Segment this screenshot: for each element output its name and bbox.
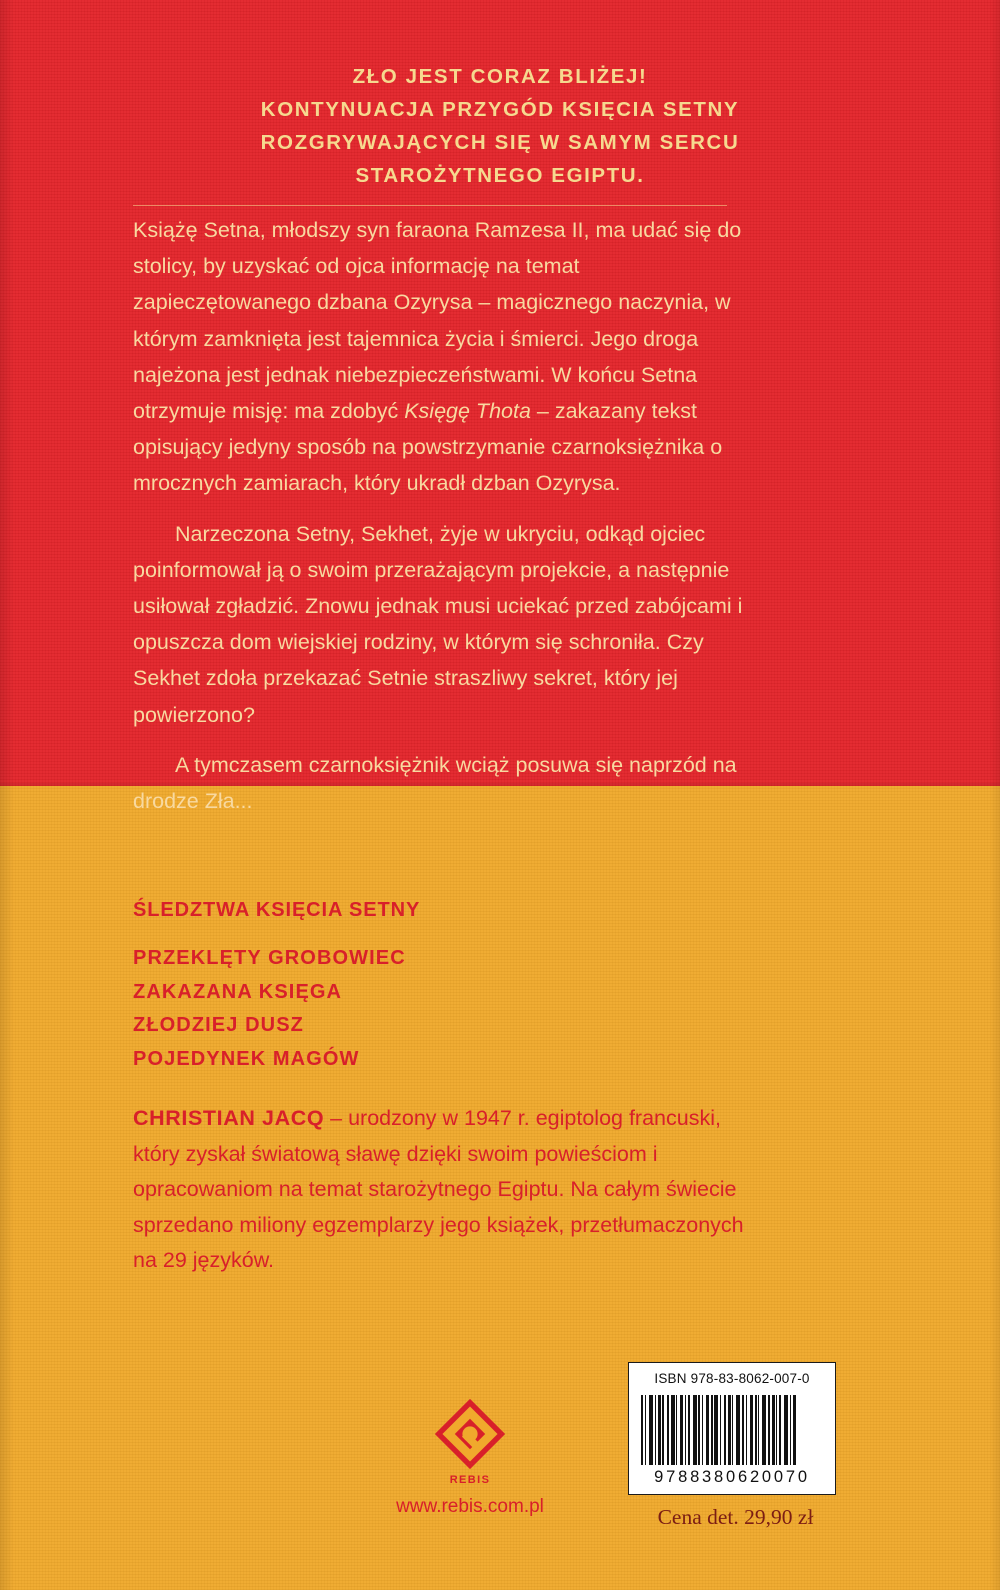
price-label: Cena det. 29,90 zł bbox=[657, 1505, 814, 1529]
tagline-line-2: KONTYNUACJA PRZYGÓD KSIĘCIA SETNY bbox=[260, 98, 740, 121]
series-item: ZAKAZANA KSIĘGA bbox=[133, 980, 343, 1003]
author-bio-text: – urodzony w 1947 r. egiptolog francuski, który zyskał światową sławę dzięki swoim powieściom i opracowaniom na temat starożytnego Egiptu. Na całym świecie sprzedano miliony egzemplarzy jego książek, przetłumaczonych na 29 języków. bbox=[133, 1106, 744, 1272]
series-item: PRZEKLĘTY GROBOWIEC bbox=[133, 947, 406, 969]
divider-rule bbox=[133, 205, 727, 206]
tagline-line-1: ZŁO JEST CORAZ BLIŻEJ! bbox=[352, 65, 648, 88]
barcode-bars bbox=[641, 1395, 825, 1465]
series-item: POJEDYNEK MAGÓW bbox=[133, 1047, 360, 1070]
rebis-logo-icon bbox=[432, 1396, 508, 1472]
blurb-paragraph-2: Narzeczona Setny, Sekhet, żyje w ukryciu, odkąd ojciec poinformował ją o swoim przerażającym projekcie, a następnie usiłował zgładzić. Znowu jednak musi uciekać przed zabójcami i opuszcza dom wiejskiej rodziny, w którym się schroniła. Czy Sekhet zdoła przekazać Setnie straszliwy sekret, który jej powierzono? bbox=[133, 521, 743, 727]
blurb-text bbox=[133, 212, 753, 833]
tagline-line-4: STAROŻYTNEGO EGIPTU. bbox=[355, 164, 645, 187]
barcode-block bbox=[628, 1362, 836, 1495]
author-bio bbox=[133, 1101, 773, 1279]
blurb-p1-part-a: Książę Setna, młodszy syn faraona Ramzesa II, ma udać się do stolicy, by uzyskać od ojca informację na temat zapieczętowanego dzbana Ozyrysa – magicznego naczynia, w którym zamknięta jest tajemnica życia i śmierci. Jego droga najeżona jest jednak niebezpieczeństwami. W końcu Setna otrzymuje misję: ma zdobyć bbox=[133, 218, 742, 424]
publisher-url[interactable]: www.rebis.com.pl bbox=[396, 1496, 544, 1517]
blurb-paragraph-3: A tymczasem czarnoksiężnik wciąż posuwa się naprzód na drodze Zła... bbox=[133, 752, 737, 814]
barcode-number: 9788380620070 bbox=[654, 1468, 810, 1486]
tagline bbox=[120, 60, 880, 192]
series-item: ZŁODZIEJ DUSZ bbox=[133, 1014, 304, 1036]
tagline-line-3: ROZGRYWAJĄCYCH SIĘ W SAMYM SERCU bbox=[260, 131, 740, 154]
publisher-logo-name: REBIS bbox=[449, 1474, 491, 1486]
author-name: CHRISTIAN JACQ bbox=[133, 1106, 325, 1130]
series-list bbox=[133, 942, 406, 1076]
blurb-p1-book-title: Księgę Thota bbox=[404, 399, 531, 424]
series-title: ŚLEDZTWA KSIĘCIA SETNY bbox=[133, 899, 421, 921]
blurb-p1-part-b: – zakazany tekst opisujący jedyny sposób na powstrzymanie czarnoksiężnika o mrocznych zamiarach, który ukradł dzban Ozyrysa. bbox=[133, 399, 723, 496]
publisher-block bbox=[372, 1396, 568, 1518]
isbn-text: ISBN 978-83-8062-007-0 bbox=[654, 1371, 810, 1386]
blurb-paragraph-1 bbox=[133, 212, 753, 502]
